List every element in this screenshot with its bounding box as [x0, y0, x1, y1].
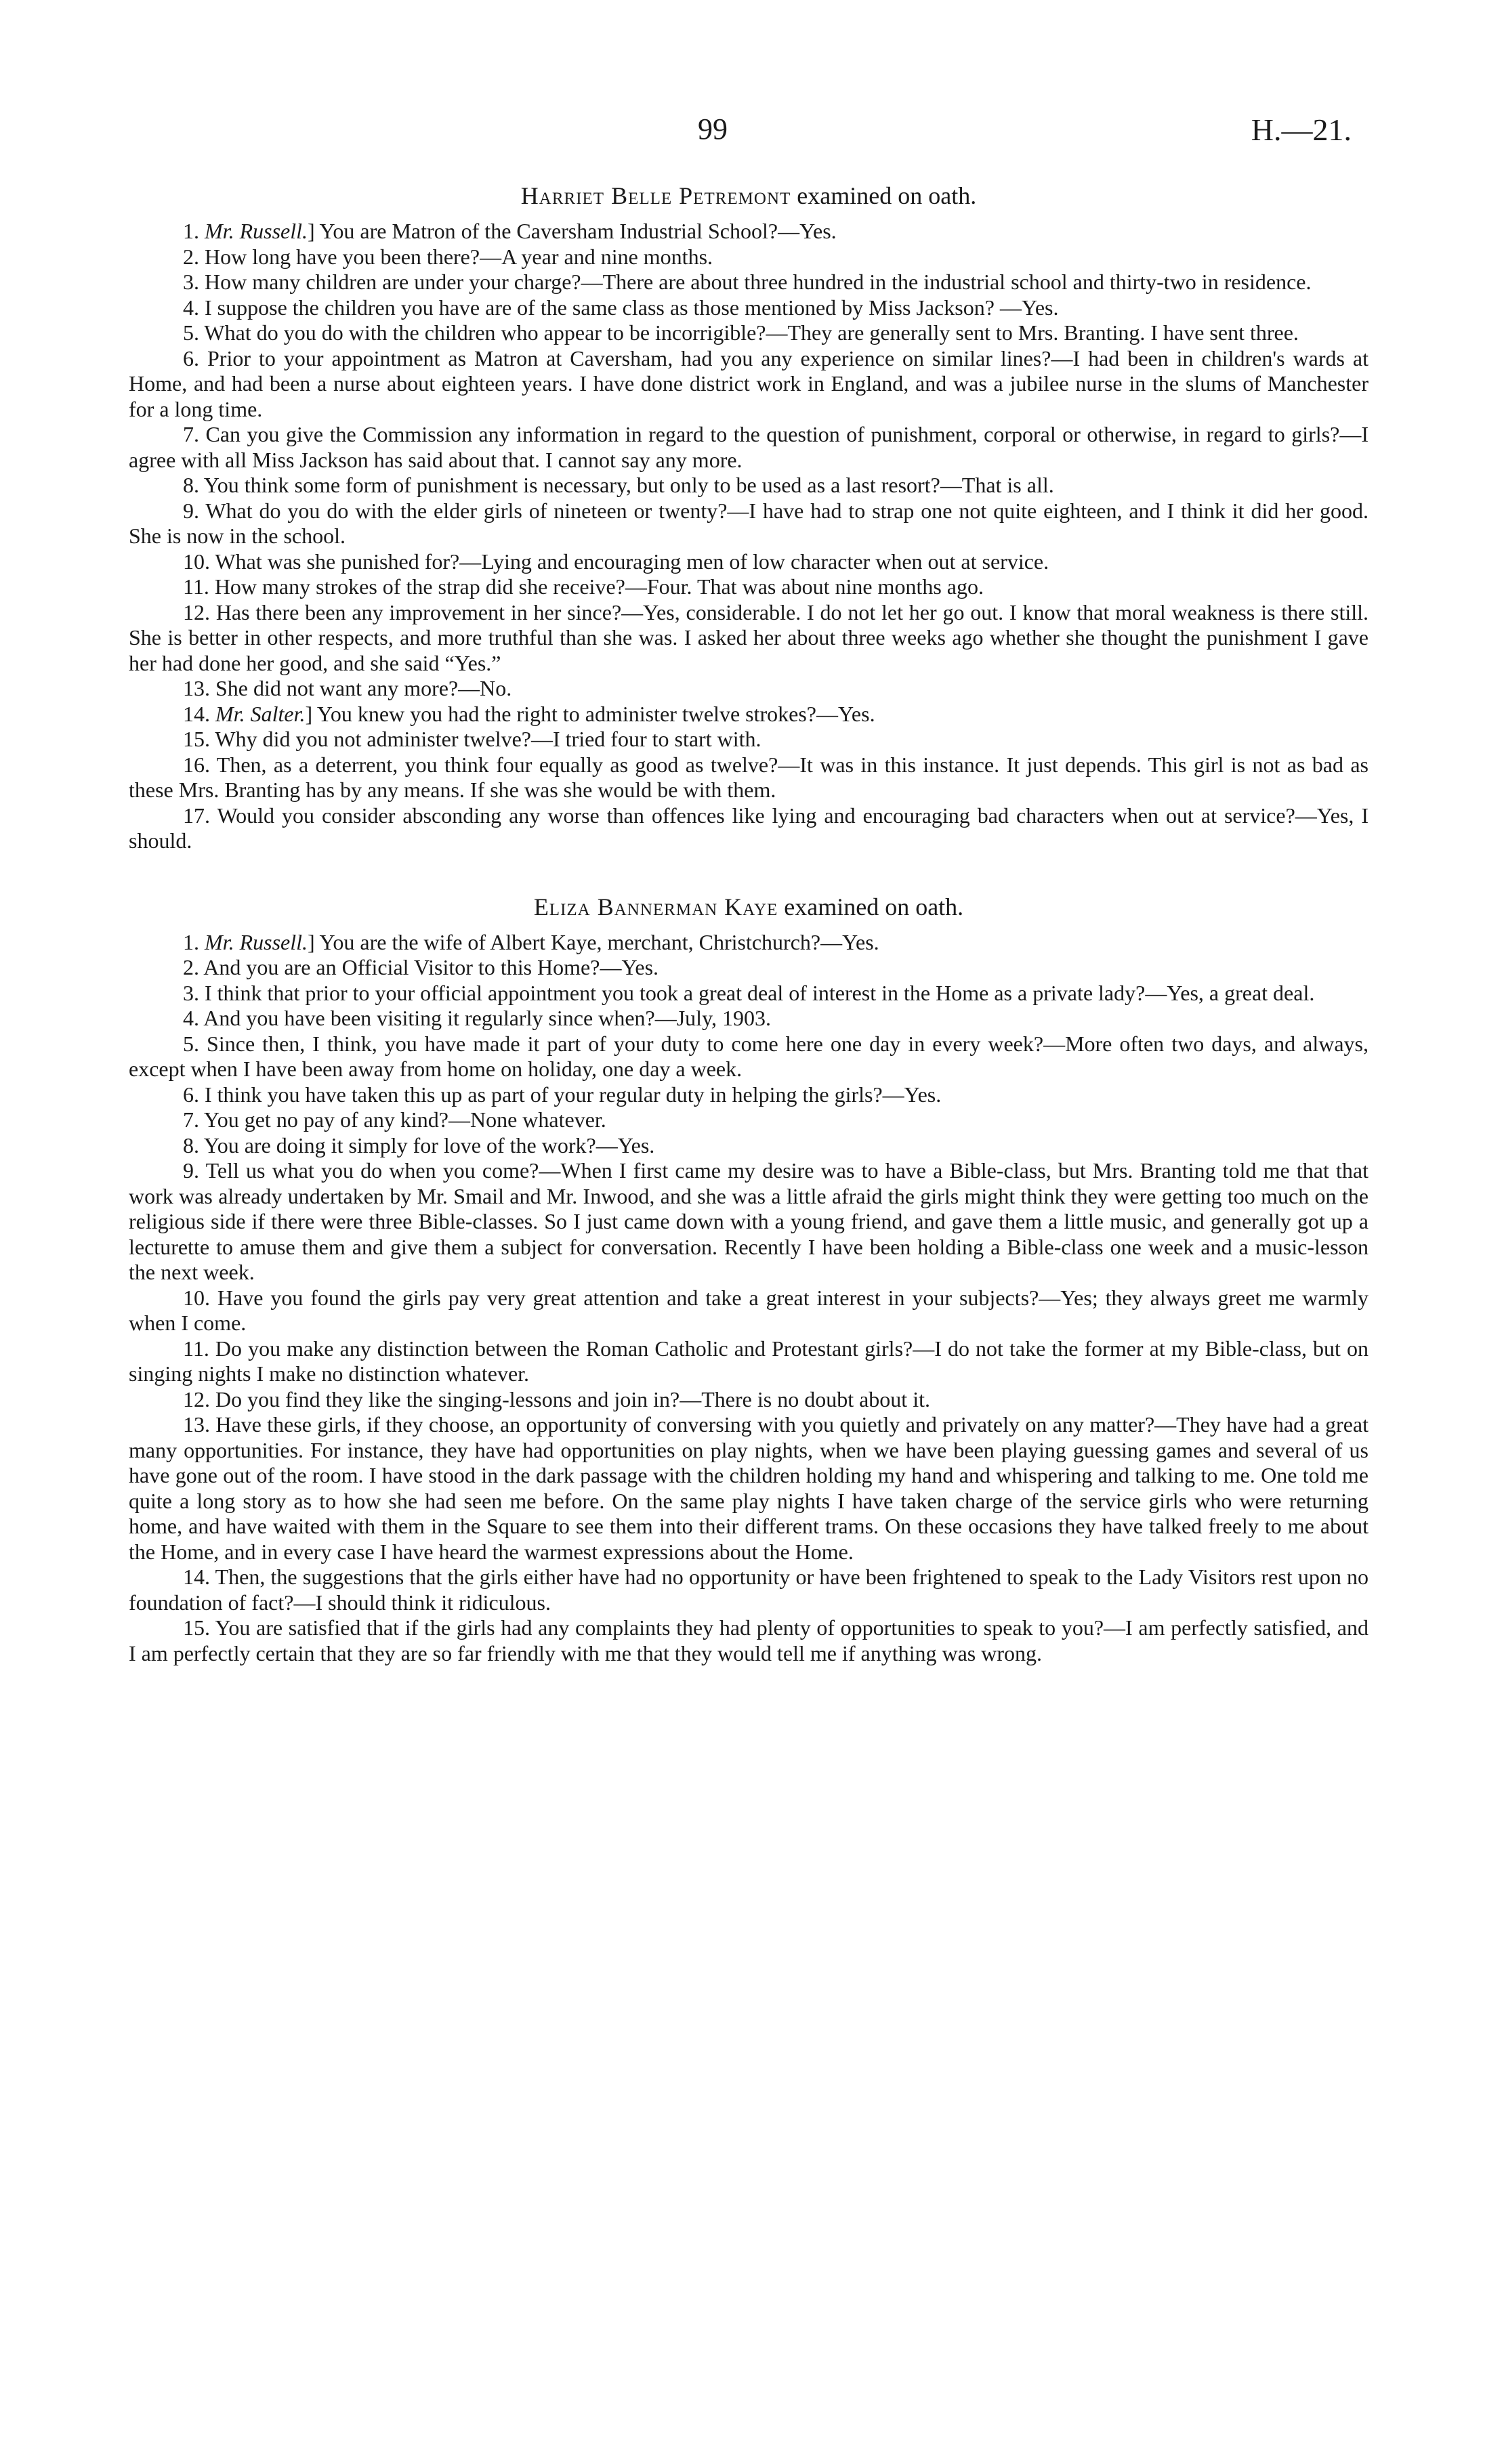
qa-paragraph	[129, 600, 1369, 677]
qa-paragraph	[129, 676, 1369, 702]
speaker-name: Mr. Russell.	[205, 219, 308, 243]
question-number: 3.	[183, 980, 199, 1005]
qa-paragraph	[129, 1158, 1369, 1286]
question-number: 3.	[183, 270, 199, 294]
qa-text: Prior to your appointment as Matron at Caversham, had you any experience on similar lines?—I had been in children's wards at Home, and had been a nurse about eighteen years. I have done district work in England, and was a jubilee nurse in the slums of Manchester for a long time.	[129, 345, 1369, 421]
qa-paragraph	[129, 1387, 1369, 1413]
question-number: 10.	[183, 1285, 210, 1310]
qa-text: And you are an Official Visitor to this Home?—Yes.	[203, 955, 659, 979]
question-number: 9.	[183, 498, 199, 523]
question-number: 13.	[183, 1412, 210, 1437]
question-number: 15.	[183, 727, 210, 751]
witness-heading	[129, 891, 1369, 923]
qa-paragraph	[129, 1032, 1369, 1082]
qa-paragraph	[129, 473, 1369, 498]
qa-text: I think that prior to your official appointment you took a great deal of interest in the Home as a private lady?—Yes, a great deal.	[205, 980, 1315, 1005]
qa-text: Tell us what you do when you come?—When I first came my desire was to have a Bible-class, but Mrs. Branting told me that that work was already undertaken by Mr. Smail and Mr. Inwood, and she was a little afraid the girls might think they were getting too much on the religious side if there were three Bible-classes. So I just came down with a young friend, and gave them a little music, and generally got up a lecturette to amuse them and give them a subject for conversation. Recently I have been holding a Bible-class one week and a music-lesson the next week.	[129, 1158, 1369, 1284]
question-number: 16.	[183, 752, 210, 777]
question-number: 4.	[183, 1006, 199, 1030]
qa-text: Has there been any improvement in her since?—Yes, considerable. I do not let her go out. I know that moral weakness is there still. She is better in other respects, and more truthful than she was. I asked her about three weeks ago whether she thought the punishment I gave her had done her good, and she said “Yes.”	[129, 599, 1369, 675]
qa-text: ] You are Matron of the Caversham Industrial School?—Yes.	[308, 219, 837, 243]
qa-paragraph	[129, 955, 1369, 981]
page-header	[0, 112, 1504, 152]
qa-text: What do you do with the elder girls of nineteen or twenty?—I have had to strap one not quite eighteen, and I think it did her good. She is now in the school.	[129, 498, 1369, 548]
qa-paragraph	[129, 1615, 1369, 1666]
question-number: 7.	[183, 1107, 199, 1132]
qa-paragraph	[129, 295, 1369, 321]
question-number: 1.	[183, 219, 199, 243]
qa-text: Can you give the Commission any information in regard to the question of punishment, corporal or otherwise, in regard to girls?—I agree with all Miss Jackson has said about that. I cannot say any more.	[129, 422, 1369, 472]
qa-paragraph	[129, 245, 1369, 270]
question-number: 9.	[183, 1158, 199, 1183]
speaker-name: Mr. Salter.	[215, 701, 306, 726]
qa-text: How long have you been there?—A year and nine months.	[205, 244, 713, 269]
qa-paragraph	[129, 1133, 1369, 1159]
qa-text: Then, as a deterrent, you think four equally as good as twelve?—It was in this instance. It just depends. This girl is not as bad as these Mrs. Branting has by any means. If she was she would be with them.	[129, 752, 1369, 802]
question-number: 6.	[183, 1082, 199, 1107]
qa-text: Have you found the girls pay very great attention and take a great interest in your subjects?—Yes; they always greet me warmly when I come.	[129, 1285, 1369, 1335]
qa-paragraph	[129, 574, 1369, 600]
qa-text: And you have been visiting it regularly since when?—July, 1903.	[203, 1006, 771, 1030]
page-number: 99	[698, 112, 728, 146]
qa-paragraph	[129, 727, 1369, 752]
question-number: 12.	[183, 1386, 210, 1411]
qa-text: How many strokes of the strap did she receive?—Four. That was about nine months ago.	[214, 574, 984, 599]
qa-paragraph	[129, 1006, 1369, 1032]
witness-name: Harriet Belle Petremont	[520, 182, 791, 209]
qa-text: I suppose the children you have are of the same class as those mentioned by Miss Jackson? —Yes.	[205, 295, 1059, 320]
document-reference: H.—21.	[1251, 112, 1352, 147]
question-number: 4.	[183, 295, 199, 320]
qa-paragraph	[129, 422, 1369, 473]
witness-heading-suffix: examined on oath.	[791, 182, 977, 209]
qa-text: What do you do with the children who appear to be incorrigible?—They are generally sent to Mrs. Branting. I have sent three.	[204, 320, 1299, 345]
qa-text: You are satisfied that if the girls had any complaints they had plenty of opportunities to speak to you?—I am perfectly satisfied, and I am perfectly certain that they are so far friendly with me that they would tell me if anything was wrong.	[129, 1615, 1369, 1665]
qa-text: ] You are the wife of Albert Kaye, merchant, Christchurch?—Yes.	[308, 929, 879, 954]
question-number: 13.	[183, 676, 210, 700]
question-number: 14.	[183, 701, 210, 726]
qa-text: Would you consider absconding any worse than offences like lying and encouraging bad characters when out at service?—Yes, I should.	[129, 803, 1369, 853]
question-number: 1.	[183, 929, 199, 954]
question-number: 11.	[183, 574, 209, 599]
question-number: 2.	[183, 955, 199, 979]
question-number: 8.	[183, 473, 199, 497]
question-number: 11.	[183, 1336, 209, 1361]
qa-paragraph	[129, 1412, 1369, 1565]
qa-paragraph	[129, 1336, 1369, 1387]
qa-paragraph	[129, 752, 1369, 803]
qa-text: I think you have taken this up as part of your regular duty in helping the girls?—Yes.	[205, 1082, 942, 1107]
qa-paragraph	[129, 981, 1369, 1006]
qa-text: You are doing it simply for love of the work?—Yes.	[203, 1132, 655, 1157]
qa-paragraph	[129, 346, 1369, 423]
witness-name: Eliza Bannerman Kaye	[533, 893, 778, 920]
qa-text: She did not want any more?—No.	[215, 676, 512, 700]
question-number: 7.	[183, 422, 199, 446]
qa-text: You get no pay of any kind?—None whatever.	[203, 1107, 606, 1132]
witness-heading-suffix: examined on oath.	[778, 893, 964, 920]
section-gap	[129, 854, 1369, 884]
witness-heading	[129, 179, 1369, 212]
question-number: 14.	[183, 1565, 210, 1589]
qa-text: Do you find they like the singing-lessons and join in?—There is no doubt about it.	[215, 1386, 930, 1411]
qa-text: How many children are under your charge?—There are about three hundred in the industrial school and thirty-two in residence.	[205, 270, 1312, 294]
qa-paragraph	[129, 549, 1369, 575]
qa-paragraph	[129, 1565, 1369, 1615]
qa-text: Then, the suggestions that the girls either have had no opportunity or have been frightened to speak to the Lady Visitors rest upon no foundation of fact?—I should think it ridiculous.	[129, 1565, 1369, 1615]
qa-paragraph	[129, 930, 1369, 956]
question-number: 5.	[183, 320, 199, 345]
qa-paragraph	[129, 270, 1369, 295]
question-number: 2.	[183, 244, 199, 269]
qa-text: You think some form of punishment is necessary, but only to be used as a last resort?—That is all.	[203, 473, 1054, 497]
qa-text: Why did you not administer twelve?—I tried four to start with.	[215, 727, 761, 751]
qa-text: Do you make any distinction between the Roman Catholic and Protestant girls?—I do not take the former at my Bible-class, but on singing nights I make no distinction whatever.	[129, 1336, 1369, 1386]
qa-paragraph	[129, 1082, 1369, 1108]
qa-text: Since then, I think, you have made it part of your duty to come here one day in every week?—More often two days, and always, except when I have been away from home on holiday, one day a week.	[129, 1031, 1369, 1081]
qa-paragraph	[129, 1286, 1369, 1336]
qa-paragraph	[129, 219, 1369, 245]
speaker-name: Mr. Russell.	[205, 929, 308, 954]
qa-text: Have these girls, if they choose, an opportunity of conversing with you quietly and privately on any matter?—They have had a great many opportunities. For instance, they have had opportunities on play nights, when we have been playing guessing games and several of us have gone out of the room. I have stood in the dark passage with the children holding my hand and whispering and talking to me. One told me quite a long story as to how she had seen me before. On the same play nights I have taken charge of the service girls who were returning home, and have waited with them in the Square to see them into their different trams. On these occasions they have talked freely to me about the Home, and in every case I have heard the warmest expressions about the Home.	[129, 1412, 1369, 1564]
question-number: 12.	[183, 599, 210, 624]
qa-text: ] You knew you had the right to administer twelve strokes?—Yes.	[305, 701, 875, 726]
qa-paragraph	[129, 803, 1369, 854]
qa-text: What was she punished for?—Lying and encouraging men of low character when out at service.	[215, 549, 1049, 574]
qa-paragraph	[129, 1107, 1369, 1133]
qa-paragraph	[129, 320, 1369, 346]
question-number: 10.	[183, 549, 210, 574]
qa-paragraph	[129, 702, 1369, 727]
question-number: 8.	[183, 1132, 199, 1157]
qa-paragraph	[129, 498, 1369, 549]
question-number: 6.	[183, 345, 199, 370]
question-number: 17.	[183, 803, 210, 828]
question-number: 15.	[183, 1615, 210, 1640]
question-number: 5.	[183, 1031, 199, 1056]
page-content	[129, 173, 1369, 1666]
